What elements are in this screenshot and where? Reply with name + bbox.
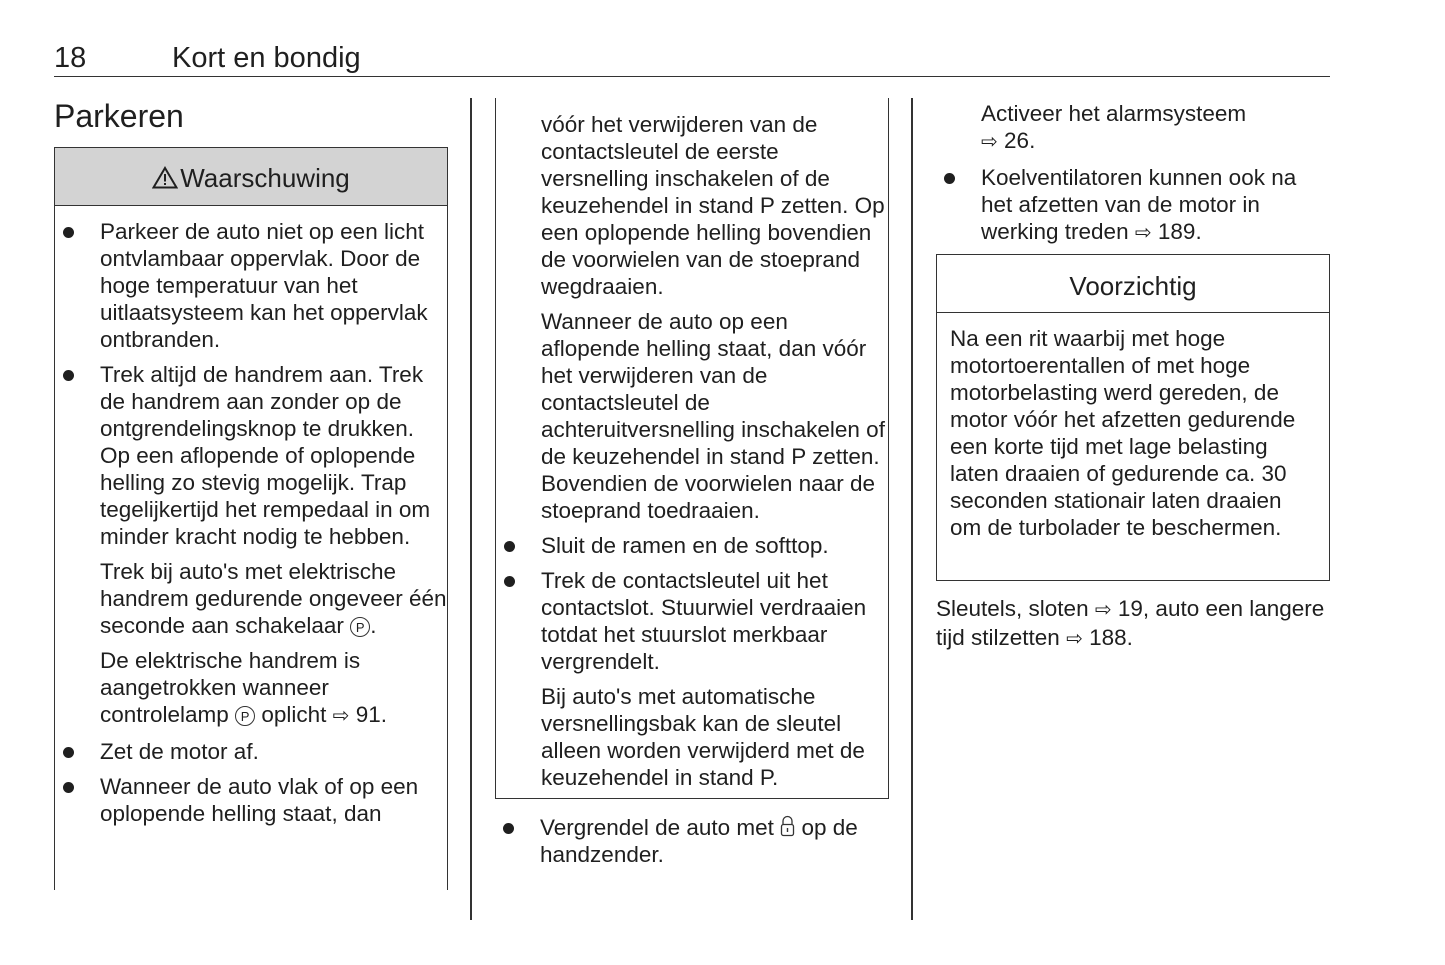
- warning-header: [55, 148, 447, 206]
- paragraph-text: zetten. Bovendien de voorwielen naar de stoeprand toedraaien.: [541, 444, 880, 523]
- punctuation: .: [1029, 128, 1036, 153]
- punctuation: .: [1195, 219, 1202, 244]
- paragraph-text: Trek bij auto's met elektrische handrem gedurende ongeveer één seconde aan schakelaar: [100, 559, 447, 638]
- bullet-icon: [504, 576, 515, 587]
- list-item-text: Trek de contactsleutel uit het contactslot. Stuurwiel verdraaien totdat het stuurslot merkbaar vergrendelt.: [541, 568, 867, 674]
- list-item-text: Koelventilatoren kunnen ook na het afzetten van de motor in werking treden: [981, 165, 1297, 244]
- warning-box: [54, 147, 448, 890]
- parking-brake-icon: P: [235, 706, 255, 726]
- bullet-icon: [63, 370, 74, 381]
- list-item: [55, 218, 447, 353]
- paragraph-text: zetten. Op een oplopende helling bovendien de voorwielen van de stoeprand wegdraaien.: [541, 193, 885, 299]
- paragraph: [496, 308, 888, 524]
- gear-position: P: [791, 444, 806, 469]
- column-divider: [470, 98, 472, 920]
- warning-triangle-icon: [152, 166, 178, 189]
- paragraph-text: De elektrische handrem is aangetrokken wanneer controlelamp: [100, 648, 361, 727]
- lock-icon: [780, 815, 795, 837]
- list-item-text: Wanneer de auto vlak of op een oplopende helling staat, dan: [100, 774, 419, 826]
- paragraph: [55, 558, 447, 639]
- reference-text: Sleutels, sloten: [936, 596, 1089, 621]
- list-item: [55, 773, 447, 827]
- page-ref-arrow-icon: ⇨: [981, 131, 998, 153]
- list-item-text: op de handzender.: [540, 815, 858, 867]
- paragraph: [55, 647, 447, 730]
- page-ref-arrow-icon: ⇨: [332, 705, 350, 727]
- punctuation: .: [370, 613, 377, 638]
- list-item: [496, 567, 888, 675]
- page-reference[interactable]: 26: [1004, 128, 1030, 153]
- page-ref-arrow-icon: ⇨: [1094, 599, 1112, 621]
- caution-text: Na een rit waarbij met hoge motortoerentallen of met hoge motorbelasting werd gereden, de motor vóór het afzetten gedurende een korte tijd met lage belasting laten draaien of gedurende ca. 30 seconden stationair laten draaien om de turbolader te beschermen.: [950, 326, 1296, 540]
- paragraph-text: vóór het verwijderen van de contactsleutel de eerste versnelling inschakelen of de keuzehendel in stand: [541, 112, 830, 218]
- page-reference[interactable]: 189: [1157, 219, 1196, 244]
- gear-position: P: [759, 193, 775, 218]
- page-reference[interactable]: 188: [1089, 625, 1127, 650]
- list-item: [495, 814, 895, 868]
- list-item: [936, 164, 1330, 247]
- section-title: Parkeren: [54, 98, 184, 134]
- punctuation: .: [1126, 625, 1133, 650]
- reference-text: , auto een langere tijd stilzetten: [936, 596, 1325, 650]
- see-also-references: [936, 595, 1330, 653]
- list-item: [496, 532, 888, 559]
- list-item: [55, 361, 447, 550]
- page-header: [54, 40, 1330, 77]
- bullet-icon: [63, 782, 74, 793]
- bullet-icon: [63, 227, 74, 238]
- paragraph: [496, 683, 888, 791]
- warning-title: Waarschuwing: [180, 163, 350, 193]
- bullet-icon: [503, 823, 514, 834]
- page-ref-arrow-icon: ⇨: [1134, 222, 1152, 244]
- gear-position: P: [759, 765, 773, 790]
- bullet-icon: [63, 747, 74, 758]
- bullet-icon: [504, 541, 515, 552]
- paragraph-text: oplicht: [261, 702, 327, 727]
- chapter-title: Kort en bondig: [172, 42, 361, 74]
- paragraph-text: Activeer het alarmsysteem: [981, 101, 1247, 126]
- page-reference[interactable]: 91: [355, 702, 381, 727]
- warning-box-continued: [495, 98, 889, 799]
- page-number: 18: [54, 42, 87, 74]
- paragraph-text: Bij auto's met automatische versnellingsbak kan de sleutel alleen worden verwijderd met de keuzehendel in stand: [541, 684, 865, 790]
- column-3: [936, 100, 1330, 255]
- list-item-text: Trek altijd de handrem aan. Trek de handrem aan zonder op de ontgrendelingsknop te drukken. Op een aflopende of oplopende helling zo stevig mogelijk. Trap tegelijkertijd het rempedaal in om minder kracht nodig te hebben.: [100, 362, 431, 549]
- list-item-text: Zet de motor af.: [100, 739, 259, 764]
- paragraph: [496, 111, 888, 300]
- list-item-text: Vergrendel de auto met: [540, 815, 774, 840]
- list-item: [55, 738, 447, 765]
- column-divider: [911, 98, 913, 920]
- caution-box: [936, 254, 1330, 581]
- page-ref-arrow-icon: ⇨: [1066, 628, 1083, 650]
- punctuation: .: [772, 765, 779, 790]
- caution-header: Voorzichtig: [937, 255, 1329, 313]
- list-item-text: Parkeer de auto niet op een licht ontvlambaar oppervlak. Door de hoge temperatuur van het uitlaatsysteem kan het oppervlak ontbranden.: [100, 219, 428, 352]
- paragraph: [936, 100, 1330, 156]
- paragraph-text: Wanneer de auto op een aflopende helling staat, dan vóór het verwijderen van de contactsleutel de achteruitversnelling inschakelen of de keuzehendel in stand: [541, 309, 885, 469]
- lock-instruction: [495, 814, 895, 876]
- list-item-text: Sluit de ramen en de softtop.: [541, 533, 829, 558]
- parking-brake-icon: P: [350, 617, 370, 637]
- punctuation: .: [380, 702, 387, 727]
- page-reference[interactable]: 19: [1117, 596, 1143, 621]
- bullet-icon: [944, 173, 955, 184]
